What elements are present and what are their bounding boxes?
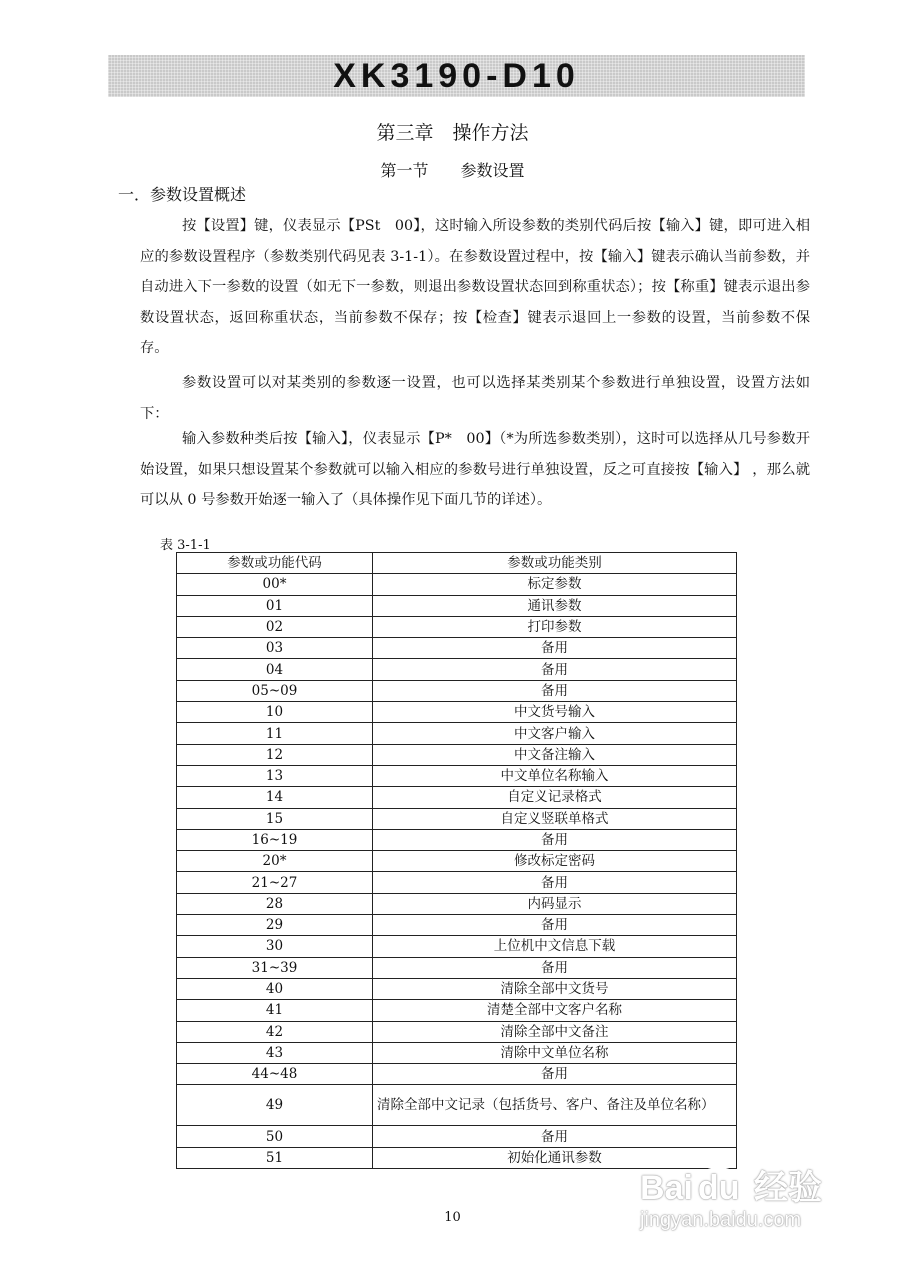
cell-code: 01 bbox=[177, 595, 373, 616]
table-row bbox=[177, 1085, 737, 1126]
cell-category: 中文单位名称输入 bbox=[373, 765, 737, 786]
table-row bbox=[177, 957, 737, 978]
cell-code: 51 bbox=[177, 1147, 373, 1168]
document-header-banner bbox=[108, 55, 805, 97]
table-header-row bbox=[177, 553, 737, 574]
cell-category: 自定义记录格式 bbox=[373, 787, 737, 808]
table-row bbox=[177, 702, 737, 723]
cell-code: 02 bbox=[177, 616, 373, 637]
cell-category: 内码显示 bbox=[373, 893, 737, 914]
table-row bbox=[177, 680, 737, 701]
cell-category: 清除全部中文备注 bbox=[373, 1021, 737, 1042]
cell-category: 备用 bbox=[373, 1064, 737, 1085]
table-row bbox=[177, 1042, 737, 1063]
parameter-code-table bbox=[176, 552, 737, 1169]
cell-code: 41 bbox=[177, 1000, 373, 1021]
cell-code: 11 bbox=[177, 723, 373, 744]
table-row bbox=[177, 744, 737, 765]
cell-code: 15 bbox=[177, 808, 373, 829]
table-row bbox=[177, 723, 737, 744]
table-row bbox=[177, 829, 737, 850]
cell-code: 21~27 bbox=[177, 872, 373, 893]
cell-category: 清除中文单位名称 bbox=[373, 1042, 737, 1063]
cell-category: 初始化通讯参数 bbox=[373, 1147, 737, 1168]
cell-category: 清楚全部中文客户名称 bbox=[373, 1000, 737, 1021]
cell-code: 44~48 bbox=[177, 1064, 373, 1085]
cell-code: 43 bbox=[177, 1042, 373, 1063]
cell-category: 备用 bbox=[373, 957, 737, 978]
paragraph-input: 输入参数种类后按【输入】，仪表显示【P* 00】（*为所选参数类别），这时可以选择从几号参数开始设置，如果只想设置某个参数就可以输入相应的参数号进行单独设置，反之可直接按【输入】 ，那么就可以从 0 号参数开始逐一输入了（具体操作见下面几节的详述）。 bbox=[140, 431, 810, 508]
page-number: 10 bbox=[444, 1210, 461, 1225]
cell-code: 14 bbox=[177, 787, 373, 808]
table-row bbox=[177, 1000, 737, 1021]
table-row bbox=[177, 616, 737, 637]
table-row bbox=[177, 915, 737, 936]
table-row bbox=[177, 851, 737, 872]
cell-category: 备用 bbox=[373, 915, 737, 936]
column-header-category: 参数或功能类别 bbox=[373, 553, 737, 574]
cell-code: 04 bbox=[177, 659, 373, 680]
cell-code: 00* bbox=[177, 574, 373, 595]
table-row bbox=[177, 595, 737, 616]
cell-code: 40 bbox=[177, 978, 373, 999]
cell-category: 备用 bbox=[373, 659, 737, 680]
table-row bbox=[177, 936, 737, 957]
table-row bbox=[177, 765, 737, 786]
cell-category: 自定义竖联单格式 bbox=[373, 808, 737, 829]
table-row bbox=[177, 808, 737, 829]
cell-code: 10 bbox=[177, 702, 373, 723]
table-row bbox=[177, 978, 737, 999]
table-caption: 表 3-1-1 bbox=[160, 538, 211, 553]
cell-code: 03 bbox=[177, 638, 373, 659]
cell-code: 20* bbox=[177, 851, 373, 872]
cell-code: 42 bbox=[177, 1021, 373, 1042]
cell-code: 50 bbox=[177, 1126, 373, 1147]
table-row bbox=[177, 893, 737, 914]
column-header-code: 参数或功能代码 bbox=[177, 553, 373, 574]
cell-category: 标定参数 bbox=[373, 574, 737, 595]
table-row bbox=[177, 787, 737, 808]
table-row bbox=[177, 1126, 737, 1147]
document-model-title: XK3190-D10 bbox=[333, 56, 580, 95]
cell-code: 28 bbox=[177, 893, 373, 914]
cell-code: 30 bbox=[177, 936, 373, 957]
cell-category: 中文备注输入 bbox=[373, 744, 737, 765]
cell-code: 05~09 bbox=[177, 680, 373, 701]
cell-code: 12 bbox=[177, 744, 373, 765]
cell-category: 通讯参数 bbox=[373, 595, 737, 616]
cell-category: 中文客户输入 bbox=[373, 723, 737, 744]
cell-category: 修改标定密码 bbox=[373, 851, 737, 872]
paragraph-overview: 按【设置】键，仪表显示【PSt 00】，这时输入所设参数的类别代码后按【输入】键，即可进入相应的参数设置程序（参数类别代码见表 3-1-1）。在参数设置过程中，按【输入】键表示确认当前参数，并自动进入下一参数的设置（如无下一参数，则退出参数设置状态回到称重状态）；按【称重】键表示退出参数设置状态，返回称重状态，当前参数不保存；按【检查】键表示退回上一参数的设置，当前参数不保存。 bbox=[140, 218, 810, 356]
cell-category: 清除全部中文记录（包括货号、客户、备注及单位名称） bbox=[373, 1085, 737, 1126]
cell-category: 中文货号输入 bbox=[373, 702, 737, 723]
cell-category: 备用 bbox=[373, 872, 737, 893]
table-row bbox=[177, 1064, 737, 1085]
table-row bbox=[177, 638, 737, 659]
cell-category: 备用 bbox=[373, 638, 737, 659]
paragraph-methods: 参数设置可以对某类别的参数逐一设置，也可以选择某类别某个参数进行单独设置，设置方法如下： bbox=[140, 375, 810, 422]
cell-code: 29 bbox=[177, 915, 373, 936]
baidu-jingyan-watermark: Bai du 经验 jingyan.baidu.com bbox=[640, 1169, 822, 1231]
chapter-title: 第三章 操作方法 bbox=[376, 122, 529, 144]
cell-category: 打印参数 bbox=[373, 616, 737, 637]
section-title: 第一节 参数设置 bbox=[380, 161, 525, 180]
cell-code: 49 bbox=[177, 1085, 373, 1126]
table-row bbox=[177, 872, 737, 893]
cell-code: 16~19 bbox=[177, 829, 373, 850]
table-row bbox=[177, 574, 737, 595]
cell-code: 31~39 bbox=[177, 957, 373, 978]
cell-category: 上位机中文信息下载 bbox=[373, 936, 737, 957]
cell-category: 备用 bbox=[373, 1126, 737, 1147]
cell-category: 备用 bbox=[373, 680, 737, 701]
table-row bbox=[177, 659, 737, 680]
subsection-title: 一．参数设置概述 bbox=[118, 185, 247, 204]
table-row bbox=[177, 1021, 737, 1042]
cell-category: 备用 bbox=[373, 829, 737, 850]
cell-category: 清除全部中文货号 bbox=[373, 978, 737, 999]
cell-code: 13 bbox=[177, 765, 373, 786]
